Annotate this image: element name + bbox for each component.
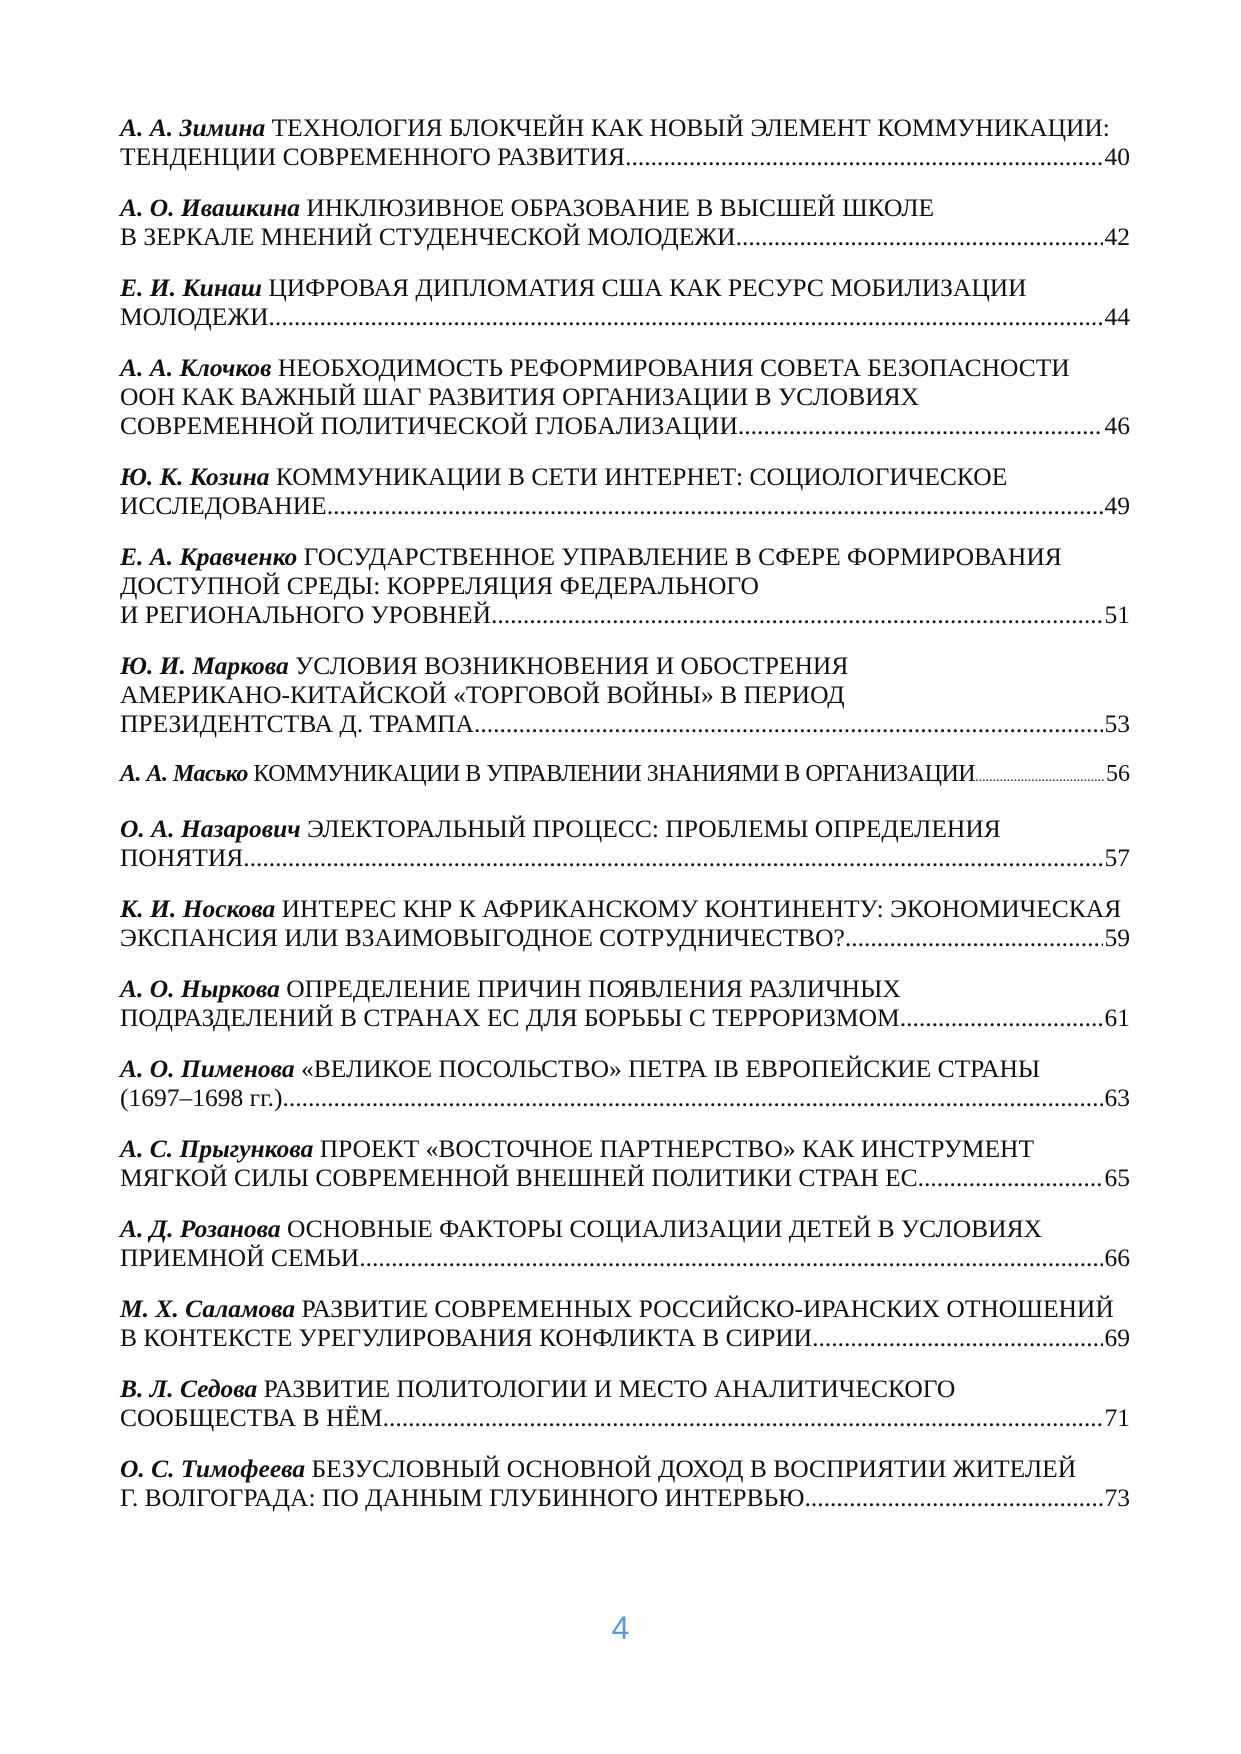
toc-entry-page-number[interactable]: 44 <box>1104 302 1130 331</box>
toc-entry-title-text <box>120 302 269 331</box>
toc-entry-page-number[interactable]: 69 <box>1104 1323 1130 1352</box>
toc-entry-page-number[interactable]: 42 <box>1104 222 1130 251</box>
dot-leader <box>736 222 1103 251</box>
toc-entry-title-end: ПРИЕМНОЙ СЕМЬИ <box>120 1243 360 1272</box>
toc-entry-last-line <box>120 709 1130 738</box>
toc-entry-title-text: РАЗВИТИЕ СОВРЕМЕННЫХ РОССИЙСКО-ИРАНСКИХ ОТНОШЕНИЙ <box>301 1294 1114 1323</box>
toc-entry[interactable] <box>120 1214 1130 1272</box>
toc-entry-title-text <box>120 411 738 440</box>
toc-entry[interactable] <box>120 193 1130 251</box>
dot-leader <box>738 411 1103 440</box>
toc-entry-last-line <box>120 1243 1130 1272</box>
toc-entry-title-text: ТЕХНОЛОГИЯ БЛОКЧЕЙН КАК НОВЫЙ ЭЛЕМЕНТ КОММУНИКАЦИИ: <box>271 113 1110 142</box>
toc-entry-title-text <box>120 1403 383 1432</box>
dot-leader <box>269 302 1103 331</box>
toc-entry[interactable] <box>120 1374 1130 1432</box>
toc-entry-last-line <box>120 142 1130 171</box>
toc-entry[interactable] <box>120 814 1130 872</box>
toc-entry-title-line <box>120 113 1130 142</box>
toc-entry-title-line <box>120 571 1130 600</box>
toc-entry-page-number[interactable]: 56 <box>1106 761 1130 787</box>
toc-entry[interactable] <box>120 651 1130 738</box>
toc-entry-author: К. И. Носкова <box>120 894 276 923</box>
toc-entry-title-text <box>120 843 243 872</box>
toc-entry-page-number[interactable]: 71 <box>1104 1403 1130 1432</box>
toc-entry[interactable] <box>120 462 1130 520</box>
toc-entry-title-text: ОСНОВНЫЕ ФАКТОРЫ СОЦИАЛИЗАЦИИ ДЕТЕЙ В УСЛОВИЯХ <box>286 1214 1043 1243</box>
toc-entry-title-text <box>120 923 845 952</box>
toc-entry-last-line <box>120 600 1130 629</box>
toc-entry-title-line <box>120 814 1130 843</box>
toc-entry-author: А. О. Ныркова <box>120 974 280 1003</box>
dot-leader <box>283 1083 1103 1112</box>
toc-entry-title-text: УСЛОВИЯ ВОЗНИКНОВЕНИЯ И ОБОСТРЕНИЯ <box>295 651 849 680</box>
toc-entry-title-text: КОММУНИКАЦИИ В СЕТИ ИНТЕРНЕТ: СОЦИОЛОГИЧЕСКОЕ <box>275 462 1008 491</box>
dot-leader <box>327 491 1103 520</box>
toc-entry-author: А. О. Ивашкина <box>120 193 300 222</box>
toc-entry-author: М. Х. Саламова <box>120 1294 296 1323</box>
toc-entry-title-end: Г. ВОЛГОГРАДА: ПО ДАННЫМ ГЛУБИННОГО ИНТЕРВЬЮ <box>120 1483 805 1512</box>
toc-entry-title-text: АМЕРИКАНО-КИТАЙСКОЙ «ТОРГОВОЙ ВОЙНЫ» В ПЕРИОД <box>120 680 845 709</box>
toc-entry-last-line <box>120 1083 1130 1112</box>
toc-entry-last-line <box>120 1003 1130 1032</box>
toc-entry-title-text <box>120 1083 283 1112</box>
dot-leader <box>383 1403 1103 1432</box>
toc-entry-page-number[interactable]: 51 <box>1104 600 1130 629</box>
toc-entry-author: А. О. Пименова <box>120 1054 295 1083</box>
toc-entry-last-line <box>120 843 1130 872</box>
toc-entry-title-text: РАЗВИТИЕ ПОЛИТОЛОГИИ И МЕСТО АНАЛИТИЧЕСКОГО <box>263 1374 956 1403</box>
toc-entry-title-text <box>120 222 736 251</box>
toc-entry-title-line <box>120 542 1130 571</box>
toc-entry-last-line <box>120 1323 1130 1352</box>
toc-entry-author: Е. А. Кравченко <box>120 542 298 571</box>
toc-entry-title-text <box>120 491 327 520</box>
toc-entry-title-text <box>120 709 474 738</box>
toc-entry[interactable] <box>120 542 1130 629</box>
toc-entry-title-text <box>120 1243 359 1272</box>
toc-entry-title-line <box>120 353 1130 382</box>
toc-entry-page-number[interactable]: 61 <box>1104 1003 1130 1032</box>
toc-entry-title-text <box>120 1483 804 1512</box>
toc-entry-title-end: В ЗЕРКАЛЕ МНЕНИЙ СТУДЕНЧЕСКОЙ МОЛОДЕЖИ <box>120 222 736 251</box>
toc-entry-page-number[interactable]: 49 <box>1104 491 1130 520</box>
toc-entry[interactable] <box>120 1294 1130 1352</box>
dot-leader <box>243 843 1102 872</box>
toc-entry-page-number[interactable]: 73 <box>1104 1483 1130 1512</box>
toc-entry-author: А. А. Клочков <box>120 353 272 382</box>
toc-entry-title-text: БЕЗУСЛОВНЫЙ ОСНОВНОЙ ДОХОД В ВОСПРИЯТИИ ЖИТЕЛЕЙ <box>311 1454 1077 1483</box>
toc-entry[interactable] <box>120 760 1130 792</box>
toc-entry-last-line <box>120 923 1130 952</box>
toc-entry-title-end: (1697–1698 гг.) <box>120 1083 283 1112</box>
toc-entry-title-text: ЦИФРОВАЯ ДИПЛОМАТИЯ США КАК РЕСУРС МОБИЛИЗАЦИИ <box>268 273 1027 302</box>
toc-entry-title-end: И РЕГИОНАЛЬНОГО УРОВНЕЙ <box>120 600 491 629</box>
toc-entry-author: А. А. Зимина <box>120 113 266 142</box>
toc-entry-title-end: ТЕНДЕНЦИИ СОВРЕМЕННОГО РАЗВИТИЯ <box>120 142 626 171</box>
toc-entry-last-line <box>120 760 1130 792</box>
toc-entry-page-number[interactable]: 40 <box>1104 142 1130 171</box>
toc-entry-last-line <box>120 1403 1130 1432</box>
toc-entry-title-line <box>120 193 1130 222</box>
toc-entry[interactable] <box>120 113 1130 171</box>
toc-entry-page-number[interactable]: 57 <box>1104 843 1130 872</box>
toc-entry-author: О. А. Назарович <box>120 814 301 843</box>
page-number: 4 <box>611 1610 630 1646</box>
toc-entry[interactable] <box>120 1454 1130 1512</box>
toc-entry-last-line <box>120 411 1130 440</box>
toc-entry-title-line <box>120 680 1130 709</box>
toc-entry-title-text: ПРОЕКТ «ВОСТОЧНОЕ ПАРТНЕРСТВО» КАК ИНСТРУМЕНТ <box>319 1134 1035 1163</box>
toc-entry-last-line <box>120 491 1130 520</box>
toc-entry-last-line <box>120 222 1130 251</box>
toc-entry-title-end: КОММУНИКАЦИИ В УПРАВЛЕНИИ ЗНАНИЯМИ В ОРГАНИЗАЦИИ <box>253 761 976 787</box>
dot-leader <box>474 709 1103 738</box>
toc-entry-title-text <box>120 760 975 789</box>
toc-entry-title-line <box>120 382 1130 411</box>
toc-entry-title-text: ДОСТУПНОЙ СРЕДЫ: КОРРЕЛЯЦИЯ ФЕДЕРАЛЬНОГО <box>120 571 759 600</box>
dot-leader <box>625 142 1102 171</box>
toc-entry-last-line <box>120 1163 1130 1192</box>
toc-entry-title-line <box>120 894 1130 923</box>
toc-entry-title-end: ПОНЯТИЯ <box>120 843 244 872</box>
toc-entry-title-end: СОВРЕМЕННОЙ ПОЛИТИЧЕСКОЙ ГЛОБАЛИЗАЦИИ <box>120 411 738 440</box>
dot-leader <box>359 1243 1102 1272</box>
toc-entry-author: Е. И. Кинаш <box>120 273 262 302</box>
toc-entry-page-number[interactable]: 65 <box>1104 1163 1130 1192</box>
toc-entry-author: А. С. Прыгункова <box>120 1134 314 1163</box>
toc-entry-page-number[interactable]: 46 <box>1104 411 1130 440</box>
toc-entry-title-end: ИССЛЕДОВАНИЕ <box>120 491 327 520</box>
toc-entry-title-end: ЭКСПАНСИЯ ИЛИ ВЗАИМОВЫГОДНОЕ СОТРУДНИЧЕСТВО? <box>120 923 845 952</box>
toc-entry-title-text: ГОСУДАРСТВЕННОЕ УПРАВЛЕНИЕ В СФЕРЕ ФОРМИРОВАНИЯ <box>303 542 1062 571</box>
toc-entry-author: Ю. И. Маркова <box>120 651 289 680</box>
dot-leader <box>804 1483 1102 1512</box>
dot-leader <box>975 763 1104 792</box>
dot-leader <box>491 600 1103 629</box>
toc-entry-page-number[interactable]: 53 <box>1104 709 1130 738</box>
toc-entry-title-text <box>120 1003 900 1032</box>
toc-entry-title-line <box>120 974 1130 1003</box>
toc-entry[interactable] <box>120 1134 1130 1192</box>
toc-entry-author: О. С. Тимофеева <box>120 1454 306 1483</box>
table-of-contents <box>120 113 1130 1534</box>
toc-entry[interactable] <box>120 273 1130 331</box>
toc-entry-author: А. А. Масько <box>120 761 248 787</box>
toc-entry-title-line <box>120 1134 1130 1163</box>
toc-entry-title-end: В КОНТЕКСТЕ УРЕГУЛИРОВАНИЯ КОНФЛИКТА В СИРИИ <box>120 1323 813 1352</box>
toc-entry[interactable] <box>120 1054 1130 1112</box>
toc-entry-title-text: ООН КАК ВАЖНЫЙ ШАГ РАЗВИТИЯ ОРГАНИЗАЦИИ В УСЛОВИЯХ <box>120 382 920 411</box>
toc-entry-title-line <box>120 273 1130 302</box>
toc-entry-title-line <box>120 651 1130 680</box>
toc-entry-title-line <box>120 1374 1130 1403</box>
toc-entry-author: В. Л. Седова <box>120 1374 258 1403</box>
toc-entry-title-end: МЯГКОЙ СИЛЫ СОВРЕМЕННОЙ ВНЕШНЕЙ ПОЛИТИКИ СТРАН ЕС <box>120 1163 918 1192</box>
toc-entry-title-text: ОПРЕДЕЛЕНИЕ ПРИЧИН ПОЯВЛЕНИЯ РАЗЛИЧНЫХ <box>286 974 901 1003</box>
toc-entry-title-end: ПОДРАЗДЕЛЕНИЙ В СТРАНАХ ЕС ДЛЯ БОРЬБЫ С ТЕРРОРИЗМОМ <box>120 1003 900 1032</box>
toc-entry-last-line <box>120 302 1130 331</box>
toc-entry-last-line <box>120 1483 1130 1512</box>
toc-entry-author: А. Д. Розанова <box>120 1214 281 1243</box>
dot-leader <box>900 1003 1103 1032</box>
toc-entry-title-line <box>120 1214 1130 1243</box>
toc-entry-title-end: СООБЩЕСТВА В НЁМ <box>120 1403 383 1432</box>
toc-entry-page-number[interactable]: 59 <box>1104 923 1130 952</box>
toc-entry-title-text <box>120 1163 918 1192</box>
toc-entry-author: Ю. К. Козина <box>120 462 270 491</box>
toc-entry-title-text <box>120 1323 812 1352</box>
toc-entry-title-line <box>120 1294 1130 1323</box>
toc-entry-title-text: «ВЕЛИКОЕ ПОСОЛЬСТВО» ПЕТРА IВ ЕВРОПЕЙСКИЕ СТРАНЫ <box>300 1054 1041 1083</box>
toc-entry-title-end: ПРЕЗИДЕНТСТВА Д. ТРАМПА <box>120 709 474 738</box>
dot-leader <box>918 1163 1103 1192</box>
toc-entry-title-end: МОЛОДЕЖИ <box>120 302 269 331</box>
dot-leader <box>845 923 1103 952</box>
toc-entry-title-line <box>120 462 1130 491</box>
toc-entry-page-number[interactable]: 63 <box>1104 1083 1130 1112</box>
toc-entry-page-number[interactable]: 66 <box>1104 1243 1130 1272</box>
toc-entry-title-text: ИНТЕРЕС КНР К АФРИКАНСКОМУ КОНТИНЕНТУ: ЭКОНОМИЧЕСКАЯ <box>281 894 1122 923</box>
toc-entry[interactable] <box>120 894 1130 952</box>
toc-entry-title-text <box>120 142 625 171</box>
toc-entry-title-text: ИНКЛЮЗИВНОЕ ОБРАЗОВАНИЕ В ВЫСШЕЙ ШКОЛЕ <box>306 193 935 222</box>
toc-entry[interactable] <box>120 353 1130 440</box>
toc-entry-title-text: ЭЛЕКТОРАЛЬНЫЙ ПРОЦЕСС: ПРОБЛЕМЫ ОПРЕДЕЛЕНИЯ <box>307 814 1001 843</box>
toc-entry-title-line <box>120 1054 1130 1083</box>
toc-entry[interactable] <box>120 974 1130 1032</box>
toc-entry-title-line <box>120 1454 1130 1483</box>
dot-leader <box>812 1323 1102 1352</box>
toc-entry-title-text: НЕОБХОДИМОСТЬ РЕФОРМИРОВАНИЯ СОВЕТА БЕЗОПАСНОСТИ <box>277 353 1070 382</box>
toc-entry-title-text <box>120 600 491 629</box>
